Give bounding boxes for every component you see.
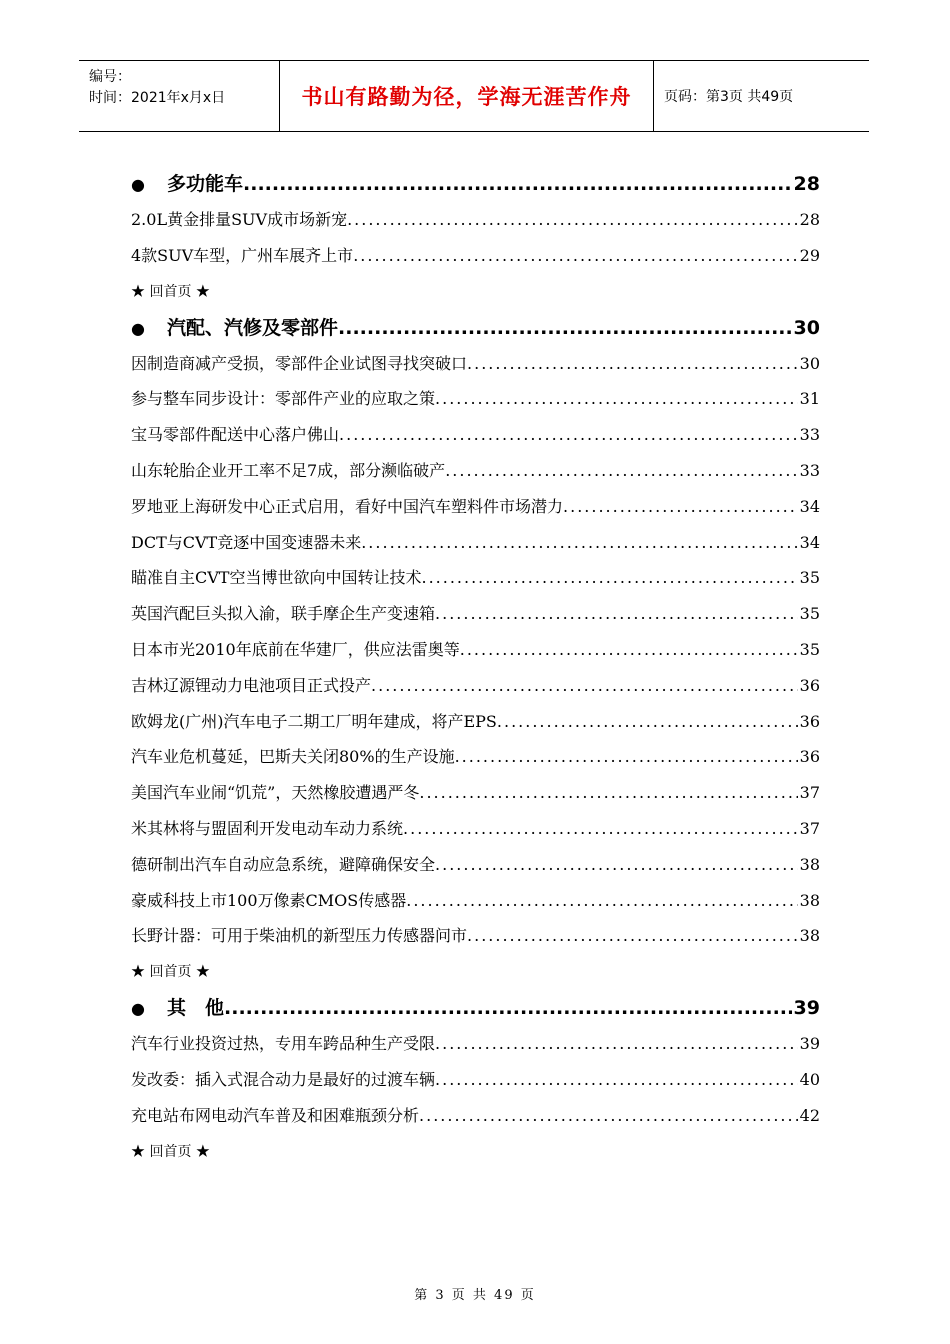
dot-leader [467, 918, 798, 954]
dot-leader [421, 560, 797, 596]
entry-title: 欧姆龙(广州)汽车电子二期工厂明年建成，将产EPS [131, 711, 497, 731]
dot-leader [460, 632, 798, 668]
entry-page: 42 [799, 1105, 820, 1125]
dot-leader [419, 1098, 798, 1134]
toc-entry[interactable] [131, 918, 820, 954]
entry-page: 36 [799, 675, 820, 695]
dot-leader [435, 381, 798, 417]
dot-leader [347, 202, 798, 238]
dot-leader [445, 453, 797, 489]
entry-page: 36 [799, 711, 820, 731]
entry-page: 34 [799, 532, 820, 552]
toc-entry[interactable] [131, 704, 820, 740]
dot-leader [467, 346, 798, 382]
entry-page: 40 [799, 1069, 820, 1089]
dot-leader [403, 811, 798, 847]
entry-title: 参与整车同步设计：零部件产业的应取之策 [131, 389, 436, 409]
dot-leader [435, 1062, 798, 1098]
entry-page: 36 [799, 747, 820, 767]
toc-entry[interactable] [131, 811, 820, 847]
toc-entry[interactable] [131, 596, 820, 632]
toc-entry[interactable] [131, 381, 820, 417]
table-of-contents [131, 166, 820, 1170]
entry-page: 28 [799, 210, 820, 229]
entry-title: 罗地亚上海研发中心正式启用，看好中国汽车塑料件市场潜力 [131, 496, 564, 516]
toc-entry[interactable] [131, 1098, 820, 1134]
entry-title: 宝马零部件配送中心落户佛山 [131, 425, 340, 445]
toc-section-multipurpose-vehicles[interactable] [131, 166, 820, 202]
entry-title: 长野计器：可用于柴油机的新型压力传感器问市 [131, 926, 468, 946]
toc-entry[interactable] [131, 238, 820, 274]
entry-title: 发改委：插入式混合动力是最好的过渡车辆 [131, 1069, 436, 1089]
entry-page: 33 [799, 460, 820, 480]
bullet-icon: ● [131, 175, 145, 194]
dot-leader [353, 238, 797, 274]
toc-entry[interactable] [131, 1026, 820, 1062]
dot-leader [435, 847, 798, 883]
toc-entry[interactable] [131, 668, 820, 704]
entry-title: 瞄准自主CVT空当博世欲向中国转让技术 [131, 568, 422, 588]
entry-title: 因制造商减产受损，零部件企业试图寻找突破口 [131, 353, 468, 373]
toc-section-other[interactable] [131, 990, 820, 1026]
section-title: 多功能车 [167, 173, 244, 195]
entry-page: 39 [799, 1034, 820, 1054]
entry-title: 美国汽车业闹“饥荒”，天然橡胶遭遇严冬 [131, 783, 420, 803]
entry-page: 35 [799, 568, 820, 588]
section-title: 汽配、汽修及零部件 [167, 316, 339, 339]
entry-page: 37 [799, 783, 820, 803]
header-meta [79, 61, 280, 131]
entry-page: 38 [799, 926, 820, 946]
entry-title: 汽车业危机蔓延，巴斯夫关闭80%的生产设施 [131, 747, 455, 767]
dot-leader [419, 775, 797, 811]
entry-title: 豪威科技上市100万像素CMOS传感器 [131, 890, 407, 910]
entry-title: 充电站布网电动汽车普及和困难瓶颈分析 [131, 1105, 420, 1125]
entry-title: 米其林将与盟固利开发电动车动力系统 [131, 818, 404, 838]
dot-leader [371, 668, 798, 704]
entry-page: 35 [799, 604, 820, 624]
page-footer: 第 3 页 共 49 页 [414, 1288, 536, 1303]
entry-title: 汽车行业投资过热，专用车跨品种生产受限 [131, 1034, 436, 1054]
section-page: 39 [793, 997, 820, 1020]
entry-title: 吉林辽源锂动力电池项目正式投产 [131, 675, 372, 695]
toc-entry[interactable] [131, 525, 820, 561]
dot-leader [435, 1026, 798, 1062]
header-page-info: 页码：第3页 共49页 [664, 89, 794, 105]
dot-leader [338, 310, 792, 346]
entry-page: 29 [799, 245, 820, 265]
entry-page: 34 [799, 496, 820, 516]
document-time-label: 时间：2021年x月x日 [89, 90, 226, 106]
page-header [79, 60, 869, 132]
section-title: 其 他 [167, 997, 225, 1020]
toc-entry[interactable] [131, 883, 820, 919]
entry-title: 德研制出汽车自动应急系统，避障确保安全 [131, 854, 436, 874]
section-page: 30 [793, 316, 820, 339]
toc-entry[interactable] [131, 1062, 820, 1098]
dot-leader [455, 739, 798, 775]
header-motto: 书山有路勤为径，学海无涯苦作舟 [280, 61, 654, 131]
dot-leader [563, 489, 798, 525]
entry-title: 英国汽配巨头拟入渝，联手摩企生产变速箱 [131, 604, 436, 624]
toc-entry[interactable] [131, 560, 820, 596]
entry-title: 山东轮胎企业开工率不足7成，部分濒临破产 [131, 460, 446, 480]
back-to-home-link[interactable]: ★ 回首页 ★ [131, 1143, 210, 1160]
section-page: 28 [793, 173, 820, 195]
entry-page: 38 [799, 890, 820, 910]
toc-entry[interactable] [131, 847, 820, 883]
toc-section-auto-parts[interactable] [131, 310, 820, 346]
toc-entry[interactable] [131, 775, 820, 811]
toc-entry[interactable] [131, 202, 820, 238]
entry-title: 4款SUV车型，广州车展齐上市 [131, 245, 354, 265]
entry-title: DCT与CVT竞逐中国变速器未来 [131, 532, 362, 552]
entry-page: 30 [799, 353, 820, 373]
dot-leader [435, 596, 798, 632]
entry-title: 日本市光2010年底前在华建厂，供应法雷奥等 [131, 639, 460, 659]
toc-entry[interactable] [131, 489, 820, 525]
toc-entry[interactable] [131, 632, 820, 668]
document-number-label: 编号： [89, 69, 131, 85]
back-to-home-link[interactable]: ★ 回首页 ★ [131, 283, 210, 300]
toc-entry[interactable] [131, 739, 820, 775]
entry-title: 2.0L黄金排量SUV成市场新宠 [131, 210, 348, 229]
bullet-icon: ● [131, 318, 145, 338]
entry-page: 33 [799, 425, 820, 445]
bullet-icon: ● [131, 999, 145, 1019]
dot-leader [243, 166, 792, 202]
dot-leader [339, 417, 798, 453]
toc-entry[interactable] [131, 453, 820, 489]
entry-page: 35 [799, 639, 820, 659]
dot-leader [406, 883, 797, 919]
dot-leader [224, 990, 792, 1026]
entry-page: 38 [799, 854, 820, 874]
entry-page: 37 [799, 818, 820, 838]
dot-leader [361, 525, 797, 561]
back-to-home-link[interactable]: ★ 回首页 ★ [131, 964, 210, 981]
toc-entry[interactable] [131, 417, 820, 453]
dot-leader [497, 704, 798, 740]
entry-page: 31 [799, 389, 820, 409]
toc-entry[interactable] [131, 346, 820, 382]
